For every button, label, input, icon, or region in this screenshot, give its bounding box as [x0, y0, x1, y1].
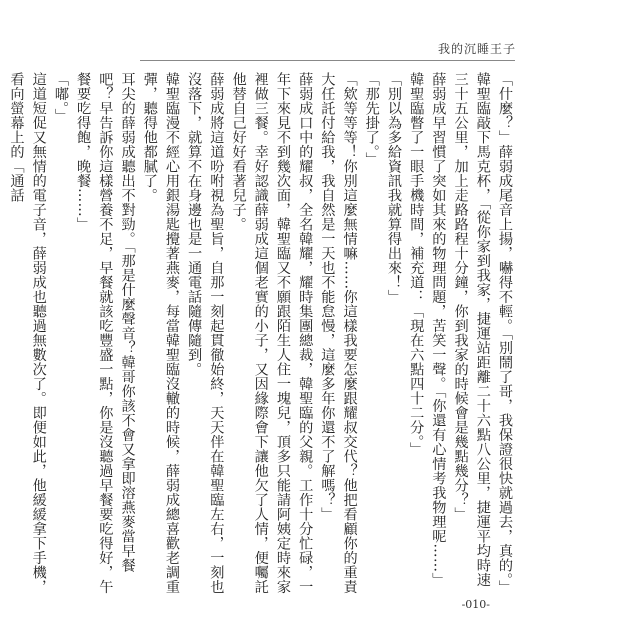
- body-text: [8, 72, 516, 600]
- paragraph: 這道短促又無情的電子音，薛弱成也聽過無數次了。即便如此，他緩緩拿下手機，看向螢幕上的「通話: [8, 72, 47, 594]
- paragraph: 薛弱成將這道吩咐視為聖旨，自那一刻起貫徹始終，天天伴在韓聖臨左右，一刻也沒落下，就算不在身邊也是一通電話隨傳隨到。: [186, 72, 225, 594]
- header-rule: [140, 60, 515, 61]
- page-number: -010-: [461, 598, 490, 611]
- paragraph: 「嘟。」: [52, 72, 69, 123]
- paragraph: 耳尖的薛弱成聽出不對勁。「那是什麼聲音？韓哥你該不會又拿即溶燕麥當早餐吧？早告訴你這樣營養不足，早餐就該吃豐盛一點，你是沒聽過早餐要吃得好，午餐要吃得飽，晚餐……」: [75, 72, 136, 594]
- paragraph: 「那先掛了。」: [363, 72, 380, 167]
- paragraph: 韓聖臨漫不經心用銀湯匙攪著燕麥，每當韓聖臨沒轍的時候，薛弱成總喜歡老調重彈，聽得他都膩了。: [141, 72, 180, 594]
- running-header: 我的沉睡王子: [437, 42, 516, 56]
- paragraph: 「欸等等等！你別這麼無情嘛……你這樣我要怎麼跟耀叔交代？他把看顧你的重責大任託付給我，我自然是一天也不能怠慢，這麼多年你還不了解嗎？」: [319, 72, 358, 594]
- paragraph: 薛弱成早習慣了突如其來的物理問題，苦笑一聲。「你還有心情考我物理呢……」: [430, 72, 447, 587]
- paragraph: 薛弱成口中的耀叔，全名韓耀，耀時集團總裁，韓聖臨的父親。工作十分忙碌，一年下來見不到幾次面，韓聖臨又不願跟陌生人住一塊兒，頂多只能請阿姨定時來家裡做三餐。幸好認識薛弱成這個老實的小子，又因緣際會下讓他欠了人情，便囑託他替自己好好看著兒子。: [230, 72, 314, 594]
- paragraph: 韓聖臨瞥了一眼手機時間，補充道：「現在六點四十二分。」: [408, 72, 425, 457]
- paragraph: 「什麼？」薛弱成尾音上揚，嚇得不輕。「別鬧了哥，我保證很快就過去，真的。」: [497, 72, 513, 595]
- paragraph: 韓聖臨敲下馬克杯，「從你家到我家，捷運站距離二十六點八公里，捷運平均時速三十五公里，加上走路路程十分鐘，你到我家的時候會是幾點幾分？」: [452, 72, 491, 587]
- paragraph: 「別以為多給資訊我就算得出來！」: [385, 72, 402, 304]
